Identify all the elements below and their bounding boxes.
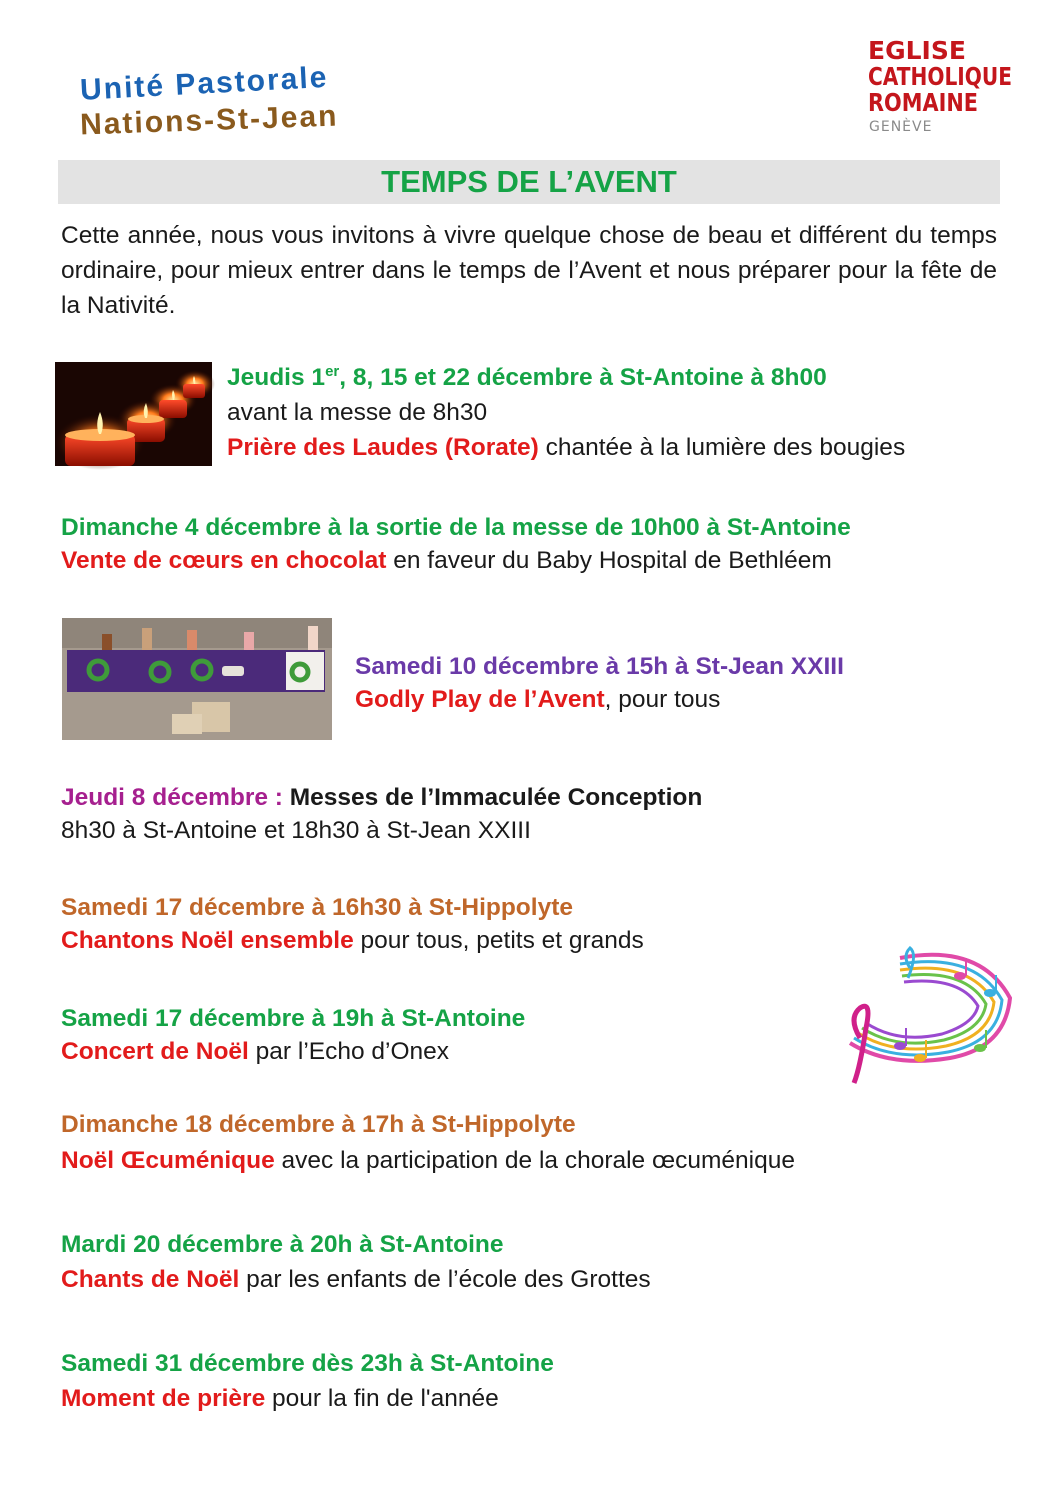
event-2-description: Vente de cœurs en chocolat en faveur du Baby Hospital de Bethléem — [61, 547, 832, 574]
event-5-description: Chantons Noël ensemble pour tous, petits et grands — [61, 927, 644, 954]
event-1-detail: avant la messe de 8h30 — [227, 399, 488, 426]
intro-paragraph: Cette année, nous vous invitons à vivre quelque chose de beau et différent du temps ordinaire, pour mieux entrer dans le temps de l’Avent et nous préparer pour la fête de la Nativité. — [61, 222, 997, 319]
logo-line-1: Unité Pastorale — [79, 60, 330, 107]
logo-right-line-3: ROMAINE — [868, 88, 978, 117]
candles-photo — [55, 362, 212, 466]
event-6-description: Concert de Noël par l’Echo d’Onex — [61, 1038, 450, 1065]
logo-right-line-1: EGLISE — [868, 36, 966, 65]
eglise-catholique-logo — [866, 34, 1026, 138]
event-9-description: Moment de prière pour la fin de l'année — [61, 1385, 499, 1412]
event-9-date: Samedi 31 décembre dès 23h à St-Antoine — [61, 1350, 554, 1377]
logo-right-line-2: CATHOLIQUE — [868, 62, 1012, 91]
event-7-date: Dimanche 18 décembre à 17h à St-Hippolyte — [61, 1111, 576, 1138]
music-notes-illustration — [830, 938, 1025, 1093]
event-7-description: Noël Œcuménique avec la participation de la chorale œcuménique — [61, 1147, 795, 1174]
event-8-date: Mardi 20 décembre à 20h à St-Antoine — [61, 1231, 504, 1258]
event-8-description: Chants de Noël par les enfants de l’école des Grottes — [61, 1266, 651, 1293]
event-3-description: Godly Play de l’Avent, pour tous — [355, 686, 721, 713]
logo-right-line-4: GENÈVE — [869, 119, 933, 135]
event-1-date: Jeudis 1er, 8, 15 et 22 décembre à St-Antoine à 8h00 — [227, 362, 827, 391]
unite-pastorale-logo — [78, 52, 458, 142]
event-4-detail: 8h30 à St-Antoine et 18h30 à St-Jean XXIII — [61, 817, 531, 844]
logo-line-2: Nations-St-Jean — [79, 99, 339, 142]
event-6-date: Samedi 17 décembre à 19h à St-Antoine — [61, 1005, 526, 1032]
event-4-date: Jeudi 8 décembre : Messes de l’Immaculée Conception — [61, 784, 703, 811]
godly-play-photo — [62, 618, 332, 740]
event-3-date: Samedi 10 décembre à 15h à St-Jean XXIII — [355, 653, 844, 680]
event-2-date: Dimanche 4 décembre à la sortie de la messe de 10h00 à St-Antoine — [61, 514, 851, 541]
event-1-description: Prière des Laudes (Rorate) chantée à la lumière des bougies — [227, 434, 906, 461]
page-title: TEMPS DE L’AVENT — [58, 160, 1000, 204]
event-5-date: Samedi 17 décembre à 16h30 à St-Hippolyte — [61, 894, 573, 921]
